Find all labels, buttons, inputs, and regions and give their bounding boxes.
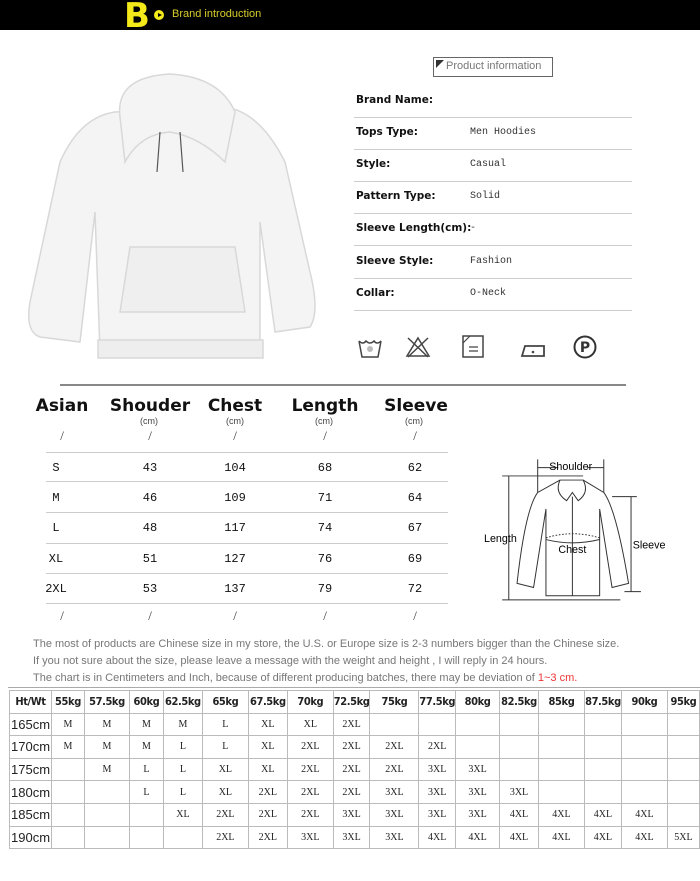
size-cell: M xyxy=(84,736,129,759)
play-icon xyxy=(154,10,164,20)
size-cell: 2XL xyxy=(287,736,333,759)
unit-label: (cm) xyxy=(405,416,423,426)
row-divider xyxy=(46,603,448,604)
size-header-chest: Chest xyxy=(207,396,263,416)
table-header-row xyxy=(10,691,700,714)
corner-flag-icon xyxy=(436,60,444,68)
size-cell: 4XL xyxy=(419,826,456,849)
size-value: 69 xyxy=(407,552,423,566)
row-label: Tops Type: xyxy=(356,126,419,138)
size-label: XL xyxy=(48,552,64,566)
section-divider xyxy=(60,384,626,386)
slash-placeholder: / xyxy=(60,608,64,623)
slash-placeholder: / xyxy=(60,428,64,443)
column-header: 62.5kg xyxy=(163,691,202,714)
size-cell xyxy=(456,736,500,759)
row-label: Brand Name: xyxy=(356,94,434,106)
diagram-label-chest: Chest xyxy=(558,543,587,556)
row-value: Casual xyxy=(470,159,507,170)
size-value: 62 xyxy=(407,461,423,475)
size-diagram xyxy=(484,438,674,613)
column-header: 65kg xyxy=(202,691,248,714)
size-cell: 3XL xyxy=(333,826,370,849)
size-value: 64 xyxy=(407,491,423,505)
size-cell: XL xyxy=(248,713,287,736)
size-cell: 2XL xyxy=(287,758,333,781)
slash-placeholder: / xyxy=(413,608,417,623)
row-value: - xyxy=(470,223,477,234)
column-header: 72.5kg xyxy=(333,691,370,714)
column-header: 85kg xyxy=(539,691,585,714)
size-cell xyxy=(129,803,163,826)
size-cell: 3XL xyxy=(456,758,500,781)
size-cell: 4XL xyxy=(539,826,585,849)
size-note-1: The most of products are Chinese size in my store, the U.S. or Europe size is 2-3 numbers bigger than the Chinese size. xyxy=(33,638,620,650)
column-header: 60kg xyxy=(129,691,163,714)
size-cell: 4XL xyxy=(584,826,621,849)
unit-label: (cm) xyxy=(140,416,158,426)
row-header: 170cm xyxy=(10,736,52,759)
size-cell: L xyxy=(163,758,202,781)
size-cell: XL xyxy=(248,736,287,759)
size-cell xyxy=(51,803,84,826)
slash-placeholder: / xyxy=(323,428,327,443)
row-header: 190cm xyxy=(10,826,52,849)
diagram-label-shoulder: Shoulder xyxy=(549,461,593,474)
size-value: 109 xyxy=(224,491,246,505)
size-value: 72 xyxy=(407,582,423,596)
size-value: 74 xyxy=(317,521,333,535)
size-cell: 2XL xyxy=(248,803,287,826)
size-cell xyxy=(51,781,84,804)
size-cell xyxy=(84,781,129,804)
size-cell: 4XL xyxy=(456,826,500,849)
row-label: Style: xyxy=(356,158,391,170)
product-row-tops-type xyxy=(354,118,632,150)
slash-placeholder: / xyxy=(323,608,327,623)
size-cell: 3XL xyxy=(500,781,539,804)
size-value: 43 xyxy=(142,461,158,475)
size-value: 71 xyxy=(317,491,333,505)
size-value: 48 xyxy=(142,521,158,535)
size-value: 51 xyxy=(142,552,158,566)
table-row xyxy=(10,713,700,736)
size-cell: 2XL xyxy=(333,781,370,804)
size-cell: L xyxy=(129,758,163,781)
size-value: 76 xyxy=(317,552,333,566)
diagram-label-length: Length xyxy=(484,533,517,546)
header-title: Brand introduction xyxy=(172,8,262,20)
row-header: 185cm xyxy=(10,803,52,826)
size-cell: M xyxy=(129,713,163,736)
size-value: 104 xyxy=(224,461,246,475)
size-note-3 xyxy=(33,672,577,684)
size-value: 79 xyxy=(317,582,333,596)
size-cell: 4XL xyxy=(539,803,585,826)
size-value: 127 xyxy=(224,552,246,566)
size-cell: L xyxy=(163,781,202,804)
row-value: Men Hoodies xyxy=(470,127,537,138)
brand-logo-letter: B xyxy=(124,0,150,36)
size-cell: XL xyxy=(202,781,248,804)
size-cell xyxy=(621,736,667,759)
row-value: O-Neck xyxy=(470,288,507,299)
size-cell xyxy=(621,713,667,736)
product-information-label: Product information xyxy=(446,60,542,72)
row-divider xyxy=(46,573,448,574)
size-cell xyxy=(584,713,621,736)
table-row xyxy=(10,781,700,804)
column-header: Ht/Wt xyxy=(10,691,52,714)
size-header-asian: Asian xyxy=(35,396,89,416)
row-value: Solid xyxy=(470,191,501,202)
unit-label: (cm) xyxy=(315,416,333,426)
size-label: M xyxy=(52,491,60,505)
unit-label: (cm) xyxy=(226,416,244,426)
size-cell xyxy=(621,758,667,781)
column-header: 55kg xyxy=(51,691,84,714)
size-cell xyxy=(370,713,419,736)
row-header: 180cm xyxy=(10,781,52,804)
product-information-title xyxy=(433,57,553,77)
size-cell xyxy=(584,758,621,781)
size-cell: XL xyxy=(202,758,248,781)
size-note-2: If you not sure about the size, please leave a message with the weight and height , I will reply in 24 hours. xyxy=(33,655,548,667)
size-cell: 3XL xyxy=(419,781,456,804)
row-value: Fashion xyxy=(470,256,513,267)
size-cell: 2XL xyxy=(419,736,456,759)
size-cell: 4XL xyxy=(621,826,667,849)
size-label: L xyxy=(52,521,60,535)
product-row-sleeve-length xyxy=(354,214,632,246)
size-cell: M xyxy=(163,713,202,736)
size-cell xyxy=(500,758,539,781)
size-cell: L xyxy=(129,781,163,804)
size-cell xyxy=(129,826,163,849)
table-row xyxy=(10,736,700,759)
column-header: 70kg xyxy=(287,691,333,714)
product-row-collar xyxy=(354,279,632,311)
size-cell xyxy=(667,736,699,759)
slash-placeholder: / xyxy=(148,428,152,443)
size-cell xyxy=(51,826,84,849)
size-cell: 3XL xyxy=(370,781,419,804)
size-value: 137 xyxy=(224,582,246,596)
size-cell: M xyxy=(51,713,84,736)
size-cell: XL xyxy=(248,758,287,781)
column-header: 90kg xyxy=(621,691,667,714)
row-label: Collar: xyxy=(356,287,395,299)
slash-placeholder: / xyxy=(413,428,417,443)
size-cell xyxy=(667,781,699,804)
hoodie-image xyxy=(20,72,340,372)
size-value: 68 xyxy=(317,461,333,475)
size-cell xyxy=(667,803,699,826)
size-cell: 4XL xyxy=(584,803,621,826)
row-header: 175cm xyxy=(10,758,52,781)
size-cell xyxy=(500,713,539,736)
slash-placeholder: / xyxy=(233,428,237,443)
size-cell xyxy=(584,736,621,759)
size-cell: 4XL xyxy=(500,803,539,826)
row-divider xyxy=(46,452,448,453)
size-cell xyxy=(419,713,456,736)
table-row xyxy=(10,826,700,849)
size-value: 67 xyxy=(407,521,423,535)
size-cell: 2XL xyxy=(370,736,419,759)
product-row-sleeve-style xyxy=(354,247,632,279)
size-cell xyxy=(500,736,539,759)
size-cell: 2XL xyxy=(370,758,419,781)
iron-icon xyxy=(520,335,546,359)
size-cell xyxy=(539,736,585,759)
product-row-style xyxy=(354,150,632,182)
slash-placeholder: / xyxy=(233,608,237,623)
size-cell: L xyxy=(202,713,248,736)
size-cell: 2XL xyxy=(202,826,248,849)
size-cell: 3XL xyxy=(419,758,456,781)
size-cell: 2XL xyxy=(333,736,370,759)
size-cell: 2XL xyxy=(248,826,287,849)
hand-wash-icon xyxy=(357,335,383,359)
size-cell: XL xyxy=(163,803,202,826)
size-cell xyxy=(667,713,699,736)
column-header: 87.5kg xyxy=(584,691,621,714)
column-header: 67.5kg xyxy=(248,691,287,714)
size-cell: 3XL xyxy=(456,803,500,826)
row-label: Sleeve Length(cm): xyxy=(356,222,472,234)
size-cell xyxy=(621,781,667,804)
column-header: 95kg xyxy=(667,691,699,714)
size-cell xyxy=(539,781,585,804)
size-cell xyxy=(163,826,202,849)
size-cell xyxy=(51,758,84,781)
size-cell: 3XL xyxy=(333,803,370,826)
product-row-pattern xyxy=(354,182,632,214)
row-header: 165cm xyxy=(10,713,52,736)
size-cell xyxy=(84,803,129,826)
column-header: 80kg xyxy=(456,691,500,714)
height-weight-size-table xyxy=(9,690,700,849)
table-row xyxy=(10,758,700,781)
size-cell: 2XL xyxy=(287,803,333,826)
size-cell: 5XL xyxy=(667,826,699,849)
tumble-dry-icon xyxy=(461,335,487,359)
size-cell: 3XL xyxy=(370,826,419,849)
size-cell xyxy=(667,758,699,781)
size-cell: XL xyxy=(287,713,333,736)
size-cell xyxy=(84,826,129,849)
size-cell: 2XL xyxy=(202,803,248,826)
size-cell xyxy=(584,781,621,804)
size-cell: M xyxy=(84,758,129,781)
size-cell xyxy=(539,758,585,781)
size-value: 46 xyxy=(142,491,158,505)
size-cell: M xyxy=(129,736,163,759)
brand-header xyxy=(0,0,700,36)
row-label: Pattern Type: xyxy=(356,190,436,202)
size-cell: M xyxy=(51,736,84,759)
size-label: 2XL xyxy=(45,582,67,596)
diagram-label-sleeve: Sleeve xyxy=(632,539,666,552)
product-row-brand xyxy=(354,86,632,118)
column-header: 75kg xyxy=(370,691,419,714)
row-divider xyxy=(46,481,448,482)
size-cell: 2XL xyxy=(248,781,287,804)
size-cell: L xyxy=(163,736,202,759)
size-cell: 2XL xyxy=(333,713,370,736)
column-header: 77.5kg xyxy=(419,691,456,714)
note-text: The chart is in Centimeters and Inch, because of different producing batches, there may be deviation of xyxy=(33,672,538,684)
size-cell: 3XL xyxy=(419,803,456,826)
size-cell: 2XL xyxy=(287,781,333,804)
size-cell xyxy=(456,713,500,736)
size-cell: 3XL xyxy=(456,781,500,804)
row-label: Sleeve Style: xyxy=(356,255,434,267)
table-row xyxy=(10,803,700,826)
size-cell xyxy=(539,713,585,736)
column-header: 57.5kg xyxy=(84,691,129,714)
deviation-highlight: 1~3 cm. xyxy=(537,672,578,684)
size-cell: 4XL xyxy=(500,826,539,849)
size-cell: 4XL xyxy=(621,803,667,826)
size-header-sleeve: Sleeve xyxy=(384,396,448,416)
size-cell: M xyxy=(84,713,129,736)
svg-text:P: P xyxy=(579,340,591,356)
size-header-shoulder: Shouder xyxy=(109,396,191,416)
slash-placeholder: / xyxy=(148,608,152,623)
dry-clean-p-icon xyxy=(573,335,599,359)
size-value: 53 xyxy=(142,582,158,596)
size-cell: 3XL xyxy=(370,803,419,826)
column-header: 82.5kg xyxy=(500,691,539,714)
row-divider xyxy=(46,543,448,544)
size-cell: 2XL xyxy=(333,758,370,781)
size-value: 117 xyxy=(224,521,246,535)
do-not-bleach-icon xyxy=(405,335,431,359)
row-divider xyxy=(46,512,448,513)
divider xyxy=(8,687,700,688)
size-cell: L xyxy=(202,736,248,759)
size-label: S xyxy=(52,461,60,475)
size-header-length: Length xyxy=(291,396,359,416)
size-cell: 3XL xyxy=(287,826,333,849)
